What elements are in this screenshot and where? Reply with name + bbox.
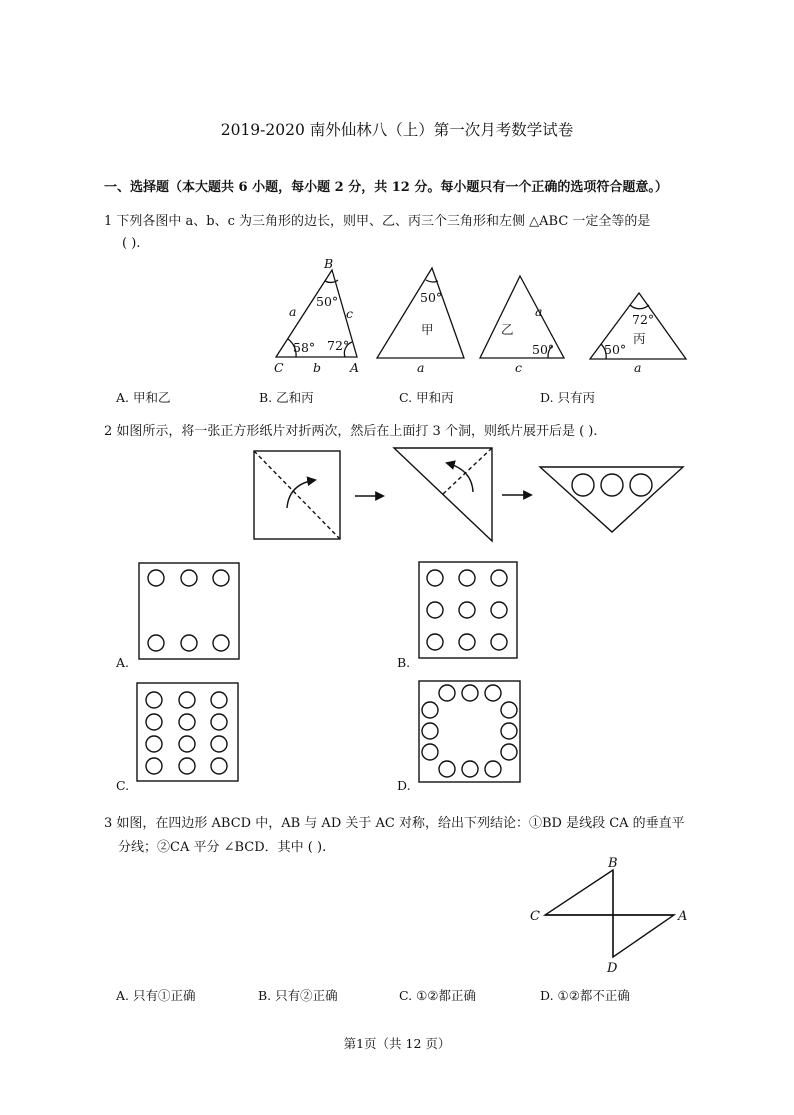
angle-b-value: 50°	[316, 294, 339, 309]
q2-option-d: D.	[397, 778, 411, 793]
side-c: c	[346, 306, 354, 321]
question-1-bracket: ( ).	[122, 236, 141, 251]
side-a: a	[289, 304, 297, 319]
page-title: 2019-2020 南外仙林八（上）第一次月考数学试卷	[220, 121, 574, 139]
jia-name: 甲	[421, 322, 434, 337]
q3-option-b: B. 只有②正确	[258, 988, 338, 1003]
yi-side-c: c	[515, 360, 523, 375]
page-footer: 第1页（共 12 页）	[343, 1036, 451, 1051]
q1-option-d: D. 只有丙	[540, 390, 596, 405]
q1-option-c: C. 甲和丙	[399, 390, 454, 405]
angle-c-value: 58°	[293, 340, 316, 355]
label-c: C	[274, 360, 284, 375]
angle-a-value: 72°	[327, 338, 350, 353]
q3-option-a: A. 只有①正确	[116, 988, 196, 1003]
vertex-c: C	[530, 909, 540, 924]
yi-side-a: a	[535, 304, 543, 319]
label-a: A	[350, 360, 360, 375]
question-3-text: 3 如图，在四边形 ABCD 中，AB 与 AD 关于 AC 对称，给出下列结论：①BD 是线段 CA 的垂直平	[104, 816, 685, 831]
vertex-d: D	[607, 961, 618, 976]
side-b: b	[313, 360, 322, 375]
jia-side: a	[417, 360, 425, 375]
bing-angle-top: 72°	[632, 312, 655, 327]
vertex-b: B	[608, 856, 618, 871]
q3-option-c: C. ①②都正确	[399, 988, 476, 1003]
jia-angle-value: 50°	[420, 290, 443, 305]
section-heading: 一、选择题（本大题共 6 小题，每小题 2 分，共 12 分。每小题只有一个正确的选项符合题意。）	[104, 180, 668, 195]
label-b: B	[324, 256, 334, 271]
q1-option-a: A. 甲和乙	[116, 390, 171, 405]
q2-option-a: A.	[116, 655, 130, 670]
question-2-text: 2 如图所示，将一张正方形纸片对折两次，然后在上面打 3 个洞，则纸片展开后是 ( ).	[104, 424, 598, 439]
vertex-a: A	[678, 909, 688, 924]
question-3-text-2: 分线；②CA 平分 ∠BCD．其中 ( ).	[118, 840, 327, 855]
bing-name: 丙	[633, 331, 646, 346]
q2-option-b: B.	[397, 655, 411, 670]
yi-angle-value: 50°	[532, 342, 555, 357]
q3-option-d: D. ①②都不正确	[540, 988, 630, 1003]
quadrilateral-abcd	[545, 870, 674, 957]
q2-option-c: C.	[116, 778, 130, 793]
bing-angle-left: 50°	[604, 342, 627, 357]
q1-option-b: B. 乙和丙	[259, 390, 314, 405]
yi-name: 乙	[501, 322, 514, 337]
question-1-text: 1 下列各图中 a、b、c 为三角形的边长，则甲、乙、丙三个三角形和左侧 △ABC 一定全等的是	[104, 214, 651, 229]
bing-side: a	[634, 360, 642, 375]
